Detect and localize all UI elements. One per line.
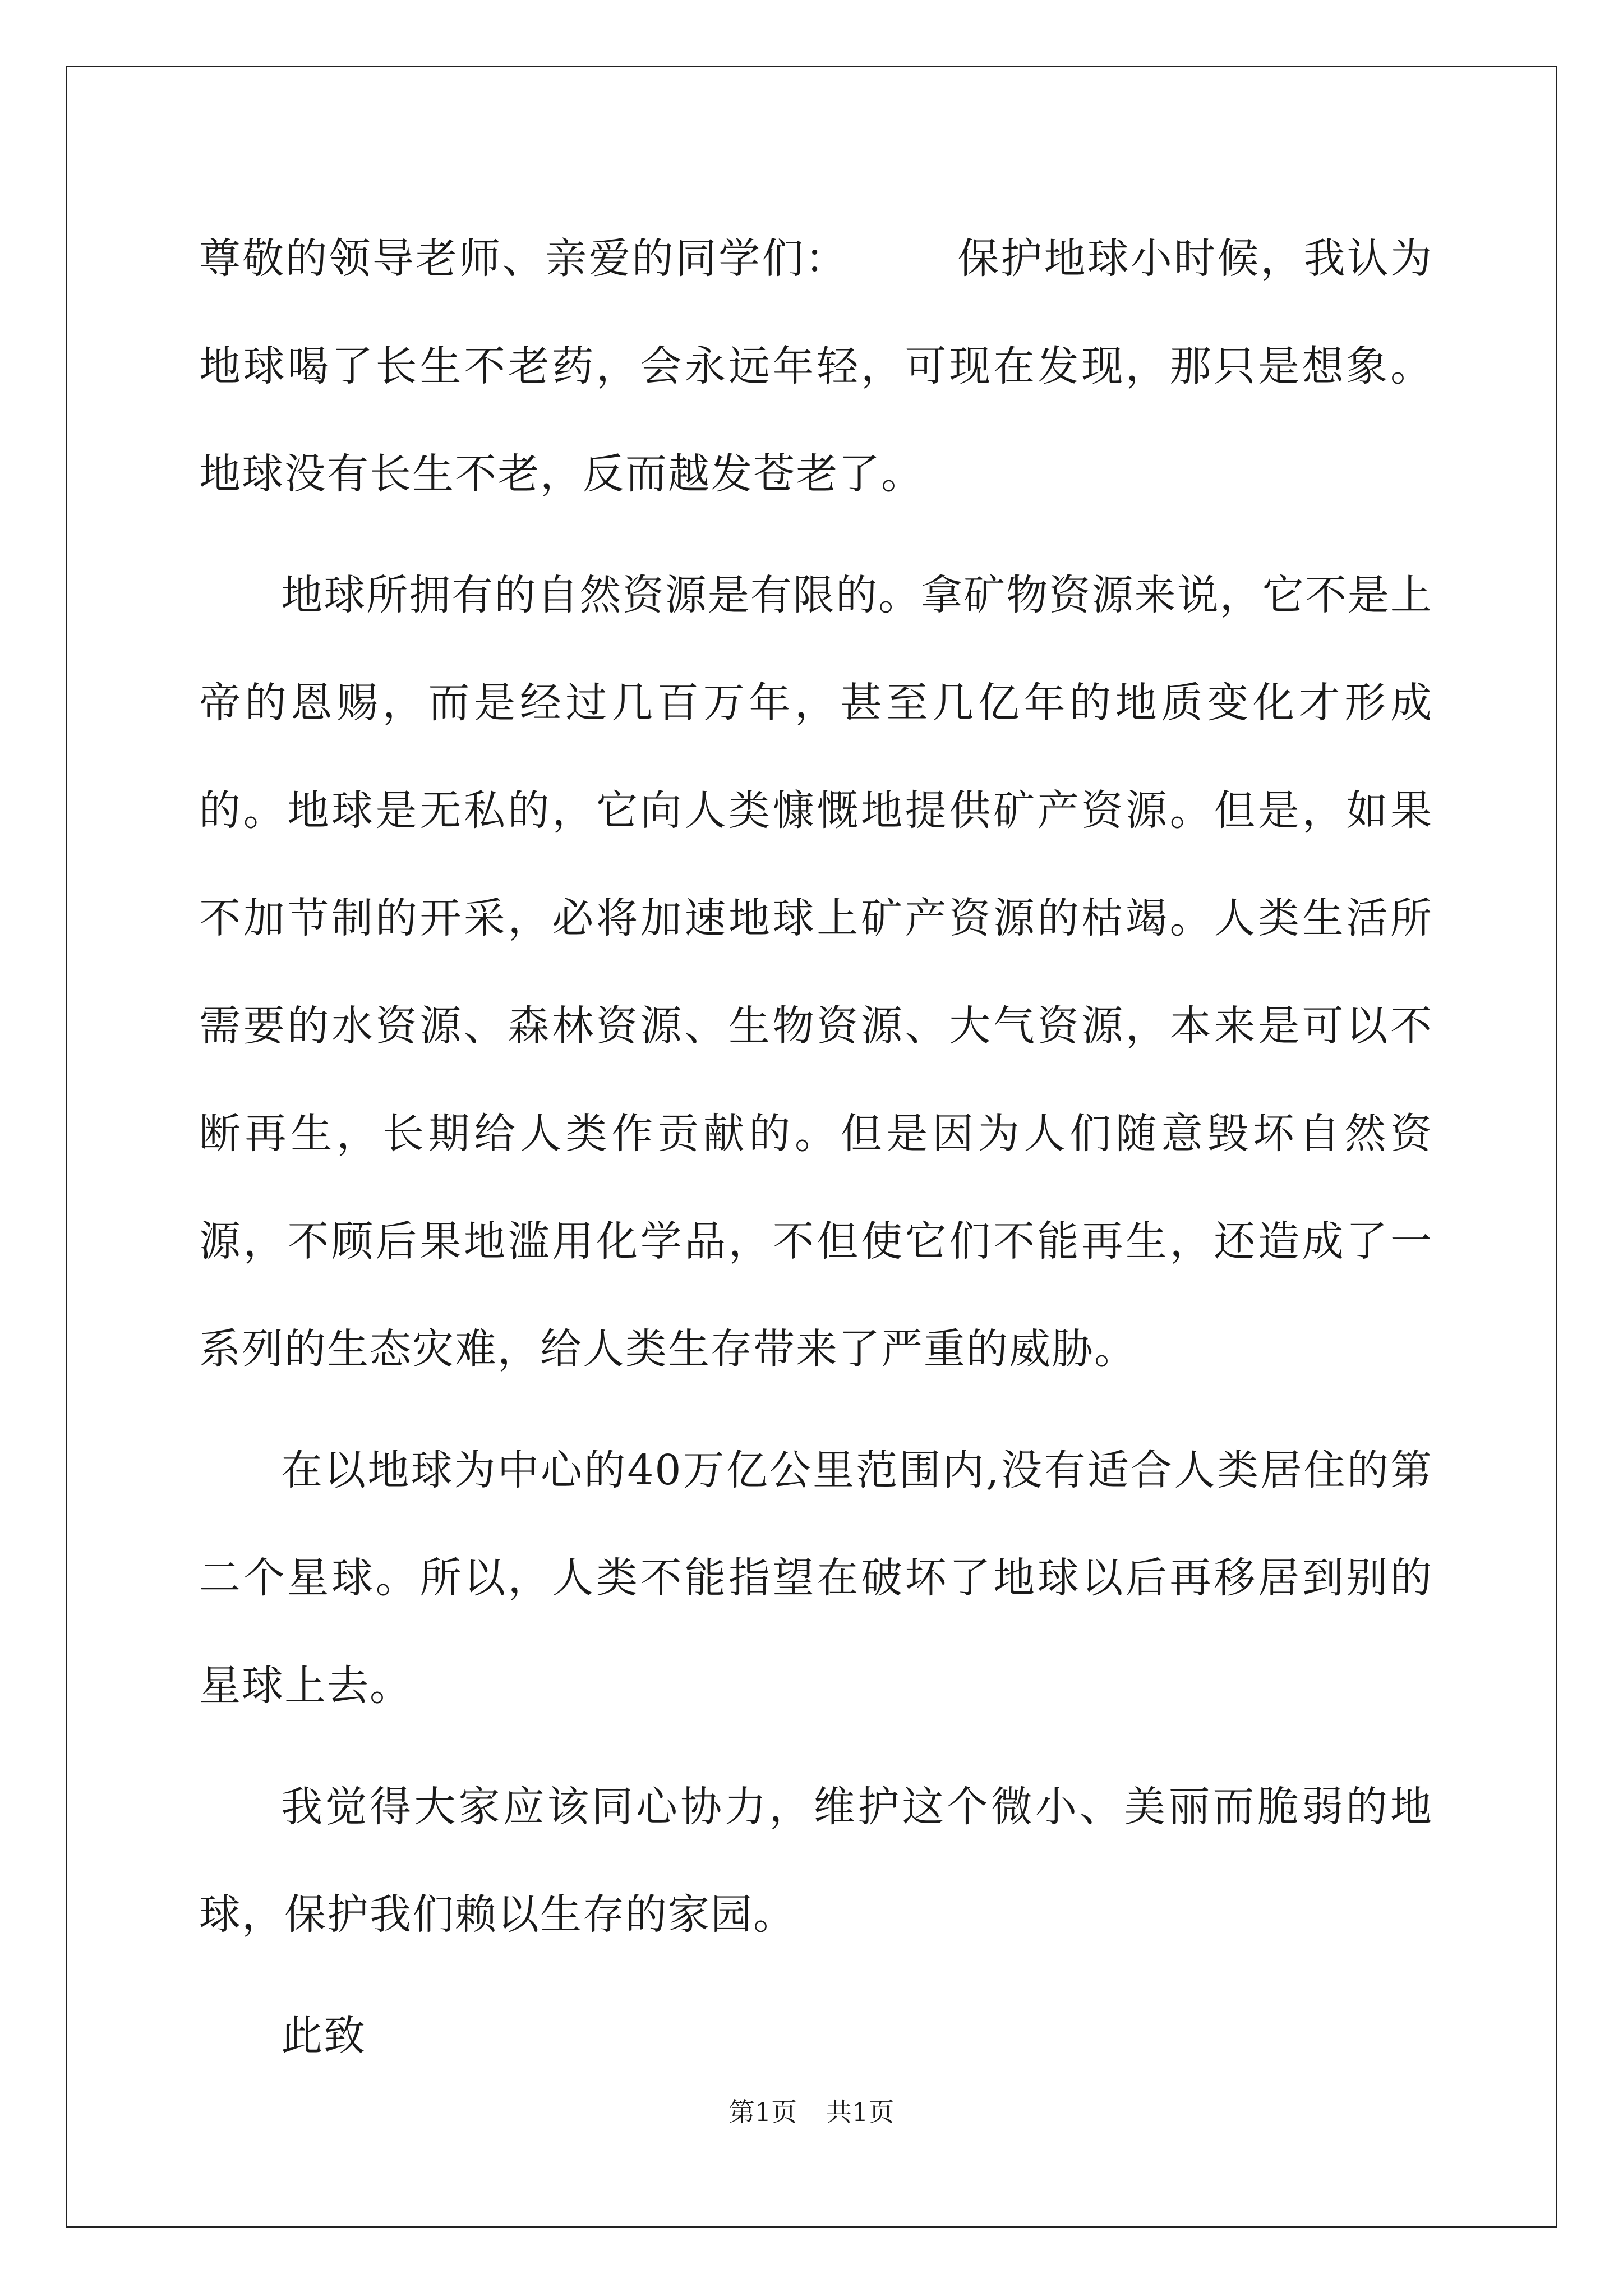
- page-footer: [0, 2095, 1623, 2129]
- paragraph-closing: 此致: [281, 2012, 366, 2060]
- paragraph-call-to-action: 我觉得大家应该同心协力，维护这个微小、美丽而脆弱的地球，保护我们赖以生存的家园。: [199, 1783, 1433, 1939]
- document-body: [199, 205, 1433, 2103]
- paragraph-resources: 地球所拥有的自然资源是有限的。拿矿物资源来说，它不是上帝的恩赐，而是经过几百万年，甚至几亿年的地质变化才形成的。地球是无私的，它向人类慷慨地提供矿产资源。但是，如果不加节制的开采，必将加速地球上矿产资源的枯竭。人类生活所需要的水资源、森林资源、生物资源、大气资源，本来是可以不断再生，长期给人类作贡献的。但是因为人们随意毁坏自然资源，不顾后果地滥用化学品，不但使它们不能再生，还造成了一系列的生态灾难，给人类生存带来了严重的威胁。: [199, 571, 1433, 1373]
- paragraph-greeting: 尊敬的领导老师、亲爱的同学们： 保护地球小时候，我认为地球喝了长生不老药，会永远年轻，可现在发现，那只是想象。地球没有长生不老，反而越发苍老了。: [199, 234, 1433, 498]
- paragraph-no-second-planet: 在以地球为中心的40万亿公里范围内,没有适合人类居住的第二个星球。所以，人类不能指望在破坏了地球以后再移居到别的星球上去。: [199, 1446, 1433, 1710]
- page-total: 共1页: [826, 2097, 895, 2127]
- page-number: 第1页: [728, 2097, 797, 2127]
